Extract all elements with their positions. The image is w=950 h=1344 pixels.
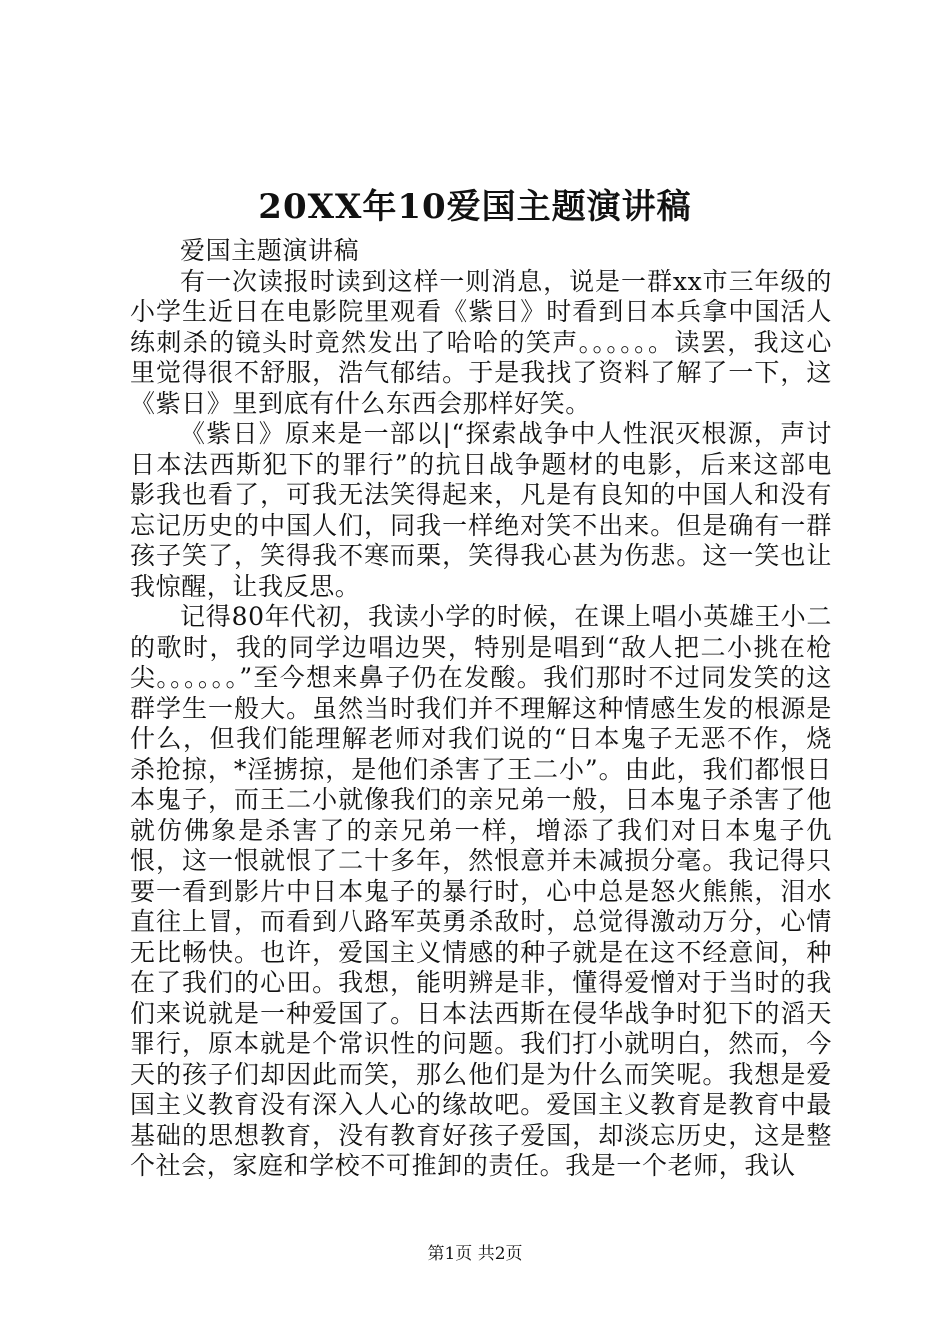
paragraph: 有一次读报时读到这样一则消息，说是一群xx市三年级的小学生近日在电影院里观看《紫日》时看到日本兵拿中国活人练刺杀的镜头时竟然发出了哈哈的笑声。。。。。。读罢，我这心里觉得很不舒服，浩气郁结。于是我找了资料了解了一下，这《紫日》里到底有什么东西会那样好笑。 [130,266,832,418]
page-number-footer: 第1页 共2页 [427,1244,523,1264]
document-title: 20XX年10爱国主题演讲稿 [258,187,692,227]
document-body [130,236,832,1182]
paragraph-subtitle: 爱国主题演讲稿 [180,236,360,265]
paragraph: 《紫日》原来是一部以|“探索战争中人性泯灭根源，声讨日本法西斯犯下的罪行”的抗日战争题材的电影，后来这部电影我也看了，可我无法笑得起来，凡是有良知的中国人和没有忘记历史的中国人们，同我一样绝对笑不出来。但是确有一群孩子笑了，笑得我不寒而栗，笑得我心甚为伤悲。这一笑也让我惊醒，让我反思。 [130,419,832,601]
paragraph: 记得80年代初，我读小学的时候，在课上唱小英雄王小二的歌时，我的同学边唱边哭，特别是唱到“敌人把二小挑在枪尖。。。。。。”至今想来鼻子仍在发酸。我们那时不过同发笑的这群学生一般大。虽然当时我们并不理解这种情感生发的根源是什么，但我们能理解老师对我们说的“日本鬼子无恶不作，烧杀抢掠，*淫掳掠，是他们杀害了王二小”。由此，我们都恨日本鬼子，而王二小就像我们的亲兄弟一般，日本鬼子杀害了他就仿佛象是杀害了的亲兄弟一样，增添了我们对日本鬼子仇恨，这一恨就恨了二十多年，然恨意并未减损分毫。我记得只要一看到影片中日本鬼子的暴行时，心中总是怒火熊熊，泪水直往上冒，而看到八路军英勇杀敌时，总觉得激动万分，心情无比畅快。也许，爱国主义情感的种子就是在这不经意间，种在了我们的心田。我想，能明辨是非，懂得爱憎对于当时的我们来说就是一种爱国了。日本法西斯在侵华战争时犯下的滔天罪行，原本就是个常识性的问题。我们打小就明白，然而，今天的孩子们却因此而笑，那么他们是为什么而笑呢。我想是爱国主义教育没有深入人心的缘故吧。爱国主义教育是教育中最基础的思想教育，没有教育好孩子爱国，却淡忘历史，这是整个社会，家庭和学校不可推卸的责任。我是一个老师，我认 [130,602,832,1180]
